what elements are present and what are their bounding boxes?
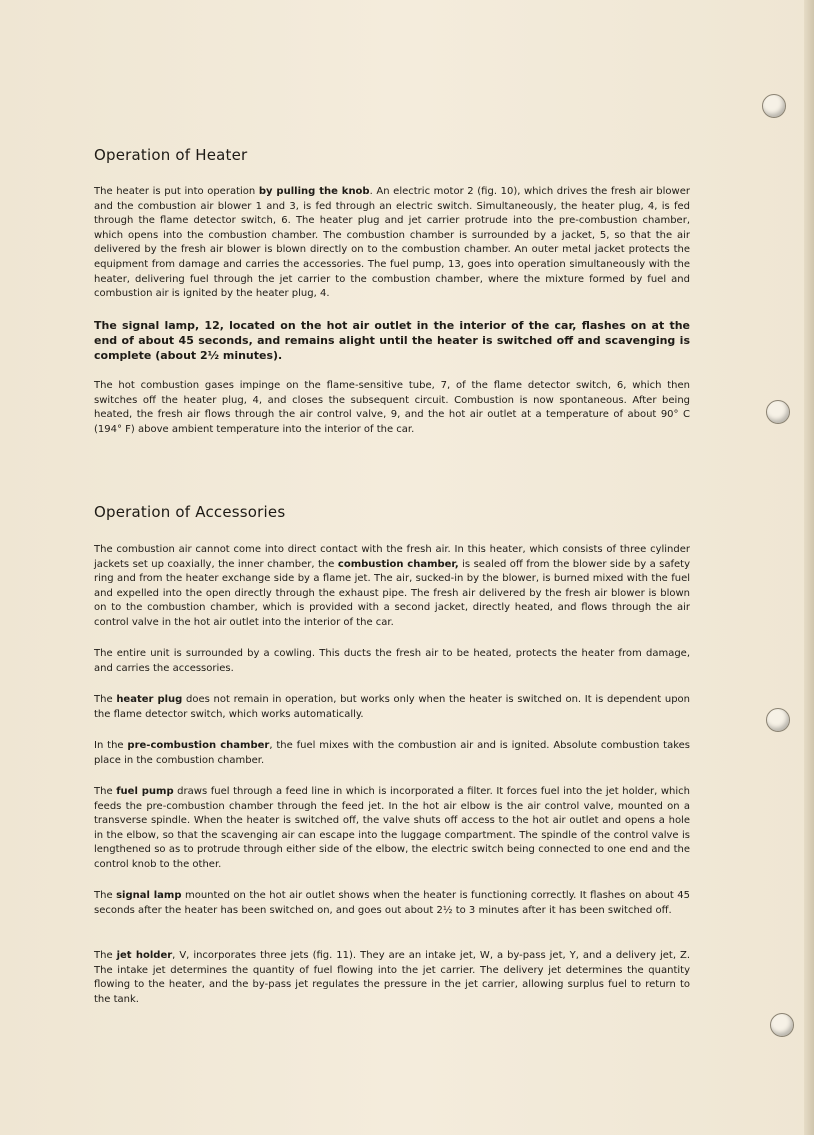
text-run: The [94,786,117,797]
emphasis-text: combustion chamber, [337,558,459,570]
text-run: In the [94,740,128,751]
text-run: The entire unit is surrounded by a cowling. This ducts the fresh air to be heated, protects the heater from damage, and carries the accessories. [94,648,690,674]
text-run: , V, incorporates three jets (fig. 11). They are an intake jet, W, a by-pass jet, Y, and a delivery jet, Z. The intake jet determines the quantity of fuel flowing into the jet carrier. The delivery jet determines the quantity flowing to the heater, and the by-pass jet regulates the pressure in the jet carrier, allowing surplus fuel to return to the tank. [94,950,691,1005]
paragraph [94,949,690,1007]
text-run: The [94,890,117,901]
text-run: does not remain in operation, but works only when the heater is switched on. It is dependent upon the flame detector switch, which works automatically. [94,694,690,720]
emphasis-text: by pulling the knob [258,186,370,197]
text-run: The [94,694,117,705]
binder-hole [762,94,786,118]
emphasis-text: fuel pump [116,786,174,797]
paragraph [94,739,690,768]
emphasis-text: jet holder [116,950,173,961]
paragraph [94,693,690,722]
binder-hole [766,708,790,732]
section-heading-accessories: Operation of Accessories [94,503,286,521]
text-run: The hot combustion gases impinge on the flame-sensitive tube, 7, of the flame detector switch, 6, which then switches off the heater plug, 4, and closes the subsequent circuit. Combustion is now spontaneous. After being heated, the fresh air flows through the air control valve, 9, and the hot air outlet at a temperature of about 90° C (194° F) above ambient temperature into the interior of the car. [94,380,690,435]
text-run: mounted on the hot air outlet shows when the heater is functioning correctly. It flashes on about 45 seconds after the heater has been switched on, and goes out about 2½ to 3 minutes after it has been switched off. [94,890,690,916]
binder-hole [770,1013,794,1037]
paragraph [94,379,690,437]
paragraph [94,185,690,302]
binder-hole [766,400,790,424]
text-run: , the fuel mixes with the combustion air and is ignited. Absolute combustion takes place in the combustion chamber. [94,740,690,766]
text-run: draws fuel through a feed line in which is incorporated a filter. It forces fuel into the jet holder, which feeds the pre-combustion chamber through the feed jet. In the hot air elbow is the air control valve, mounted on a transverse spindle. When the heater is switched off, the valve shuts off access to the hot air outlet and opens a hole in the elbow, so that the scavenging air can escape into the luggage compartment. The spindle of the control valve is lengthened so as to protrude through either side of the elbow, the electric switch being connected to one end and the control knob to the other. [94,786,690,870]
text-run: is sealed off from the blower side by a safety ring and from the heater exchange side by a flame jet. The air, sucked-in by the blower, is burned mixed with the fuel and expelled into the open directly through the exhaust pipe. The fresh air delivered by the fresh air blower is blown on to the combustion chamber, which is provided with a second jacket, directly heated, and flows through the air control valve in the hot air outlet into the interior of the car. [94,558,690,628]
emphasis-text: The signal lamp, 12, located on the hot air outlet in the interior of the car, flashes on at the end of about 45 seconds, and remains alight until the heater is switched off and scavenging is complete (about 2½ minutes). [94,319,690,362]
paragraph [94,543,690,631]
paragraph [94,889,690,918]
emphasis-text: signal lamp [116,890,182,901]
paragraph-signal-lamp-note [94,318,690,363]
text-run: The heater is put into operation [94,186,259,197]
emphasis-text: heater plug [116,694,183,705]
text-run: The [94,950,117,961]
section-heading-heater: Operation of Heater [94,146,248,164]
text-run: The combustion air cannot come into direct contact with the fresh air. In this heater, which consists of three cylinder jackets set up coaxially, the inner chamber, the [94,544,690,570]
page-edge [804,0,814,1135]
paragraph [94,647,690,676]
emphasis-text: pre-combustion chamber [127,740,270,751]
text-run: . An electric motor 2 (fig. 10), which drives the fresh air blower and the combustion air blower 1 and 3, is fed through an electric switch. Simultaneously, the heater plug, 4, is fed through the flame detector switch, 6. The heater plug and jet carrier protrude into the pre-combustion chamber, which opens into the combustion chamber. The combustion chamber is surrounded by a jacket, 5, so that the air delivered by the fresh air blower is blown directly on to the combustion chamber. An outer metal jacket protects the equipment from damage and carries the accessories. The fuel pump, 13, goes into operation simultaneously with the heater, delivering fuel through the jet carrier to the combustion chamber, where the mixture formed by fuel and combustion air is ignited by the heater plug, 4. [94,186,690,300]
paragraph [94,785,690,873]
